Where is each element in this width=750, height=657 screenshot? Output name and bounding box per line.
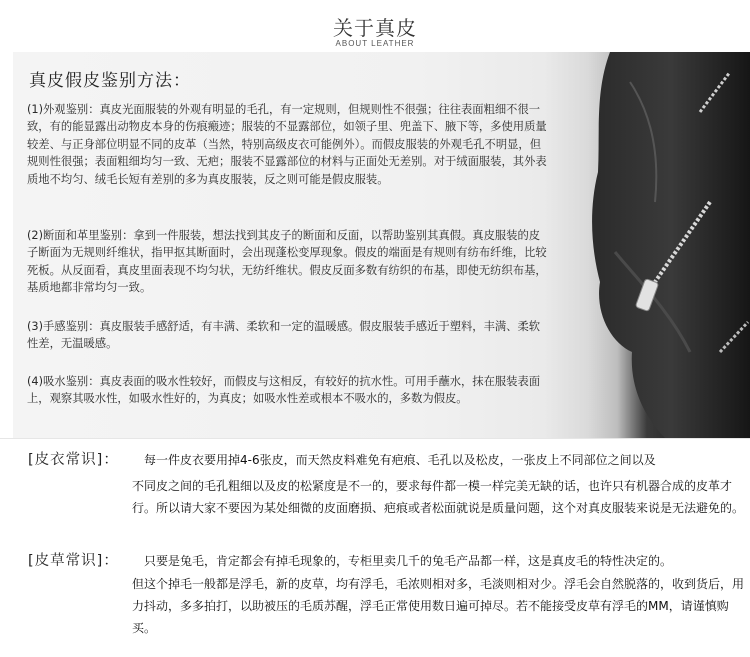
- section-title-cn: 关于真皮: [333, 16, 417, 40]
- panel-title: 真皮假皮鉴别方法：: [29, 71, 191, 91]
- tip-tag: [皮草常识]：: [28, 553, 119, 569]
- tip-tag: [皮衣常识]：: [28, 452, 119, 468]
- tip-first-line: 只要是兔毛，肯定都会有掉毛现象的，专柜里卖几千的兔毛产品都一样，这是真皮毛的特性决定的。: [144, 554, 673, 568]
- identification-panel: [13, 52, 750, 438]
- method-paragraph-cross-section: (2)断面和革里鉴别：拿到一件服装，想法找到其皮子的断面和反面，以帮助鉴别其真假。真皮服装的皮子断面为无规则纤维状，指甲抠其断面时，会出现蓬松变厚现象。假皮的端面是有规则有纺布纤维，比较死板。从反面看，真皮里面表现不均匀状，无纺纤维状。假皮反面多数有纺织的布基，即使无纺织布基，基质地都非常均匀一致。: [27, 229, 547, 295]
- divider: [0, 438, 750, 439]
- leather-jacket-image: [570, 52, 750, 438]
- tip-rest-text: 不同皮之间的毛孔粗细以及皮的松紧度是不一的，要求每件都一模一样完美无缺的话，也许只有机器合成的皮革才行。所以请大家不要因为某处细微的皮面磨损、疤痕或者松面就说是质量问题，这个对真皮服装来说是无法避免的。: [132, 479, 745, 515]
- tip-first-line: 每一件皮衣要用掉4-6张皮，而天然皮料难免有疤痕、毛孔以及松皮，一张皮上不同部位之间以及: [144, 453, 656, 467]
- section-title-en: ABOUT LEATHER: [335, 39, 415, 48]
- tip-rest-text: 但这个掉毛一般都是浮毛，新的皮草，均有浮毛，毛浓则相对多，毛淡则相对少。浮毛会自然脱落的，收到货后，用力抖动，多多拍打，以助被压的毛质苏醒，浮毛正常使用数日遍可掉尽。若不能接受皮草有浮毛的MM，请谨慎购买。: [132, 577, 745, 635]
- section-header: [0, 0, 750, 56]
- method-paragraph-touch: (3)手感鉴别：真皮服装手感舒适，有丰满、柔软和一定的温暖感。假皮服装手感近于塑料，丰满、柔软性差，无温暖感。: [27, 320, 541, 351]
- method-paragraph-appearance: (1)外观鉴别：真皮光面服装的外观有明显的毛孔，有一定规则，但规则性不很强；往往表面粗细不很一致，有的能显露出动物皮本身的伤痕瘢迹；服装的不显露部位，如领子里、兜盖下、腋下等，多使用质量较差、与正身部位明显不同的皮革（当然，特别高级皮衣可能例外）。而假皮服装的外观毛孔不明显，但规则性很强；表面粗细均匀一致、无疤；服装不显露部位的材料与正面处无差别。对于绒面服装，其外表质地不均匀、绒毛长短有差别的多为真皮服装，反之则可能是假皮服装。: [27, 103, 547, 186]
- method-paragraph-water: (4)吸水鉴别：真皮表面的吸水性较好，而假皮与这相反，有较好的抗水性。可用手蘸水，抹在服装表面上，观察其吸水性，如吸水性好的，为真皮；如吸水性差或根本不吸水的，多数为假皮。: [27, 375, 541, 406]
